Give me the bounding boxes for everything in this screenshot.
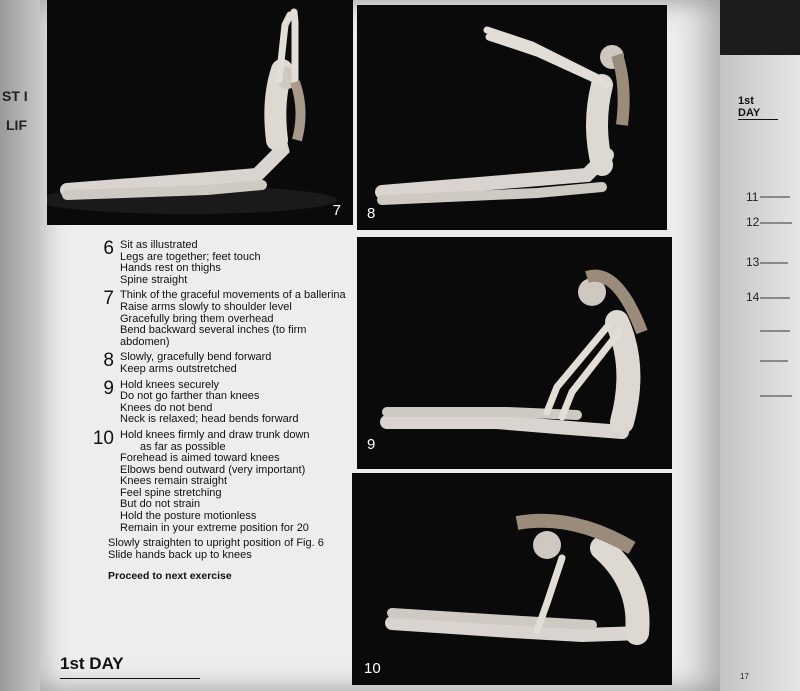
step-9 xyxy=(88,377,358,426)
figure-number: 8 xyxy=(367,205,376,222)
step-line: But do not strain xyxy=(120,498,201,511)
step-line: Spine straight xyxy=(120,273,188,286)
left-page-fragment: LIF xyxy=(6,117,27,133)
photo-figure-7 xyxy=(47,0,353,225)
step-line: Neck is relaxed; head bends forward xyxy=(120,413,299,426)
right-page-text-line xyxy=(760,196,790,198)
closing-instructions xyxy=(108,538,358,561)
step-number: 10 xyxy=(92,427,114,449)
step-line: Knees do not bend xyxy=(120,401,213,414)
step-line: Hold knees firmly and draw trunk down xyxy=(120,428,310,441)
step-10 xyxy=(88,427,358,534)
figure-number: 7 xyxy=(332,202,341,219)
step-line: Legs are together; feet touch xyxy=(120,250,261,263)
step-line: Gracefully bring them overhead xyxy=(120,312,274,325)
step-number: 9 xyxy=(103,377,114,399)
right-page-text-line xyxy=(760,360,788,362)
right-page-step-number: 11 xyxy=(746,190,759,204)
step-line: as far as possible xyxy=(140,440,226,453)
right-page-text-line xyxy=(760,262,788,264)
step-line: Raise arms slowly to shoulder level xyxy=(120,300,292,313)
right-page-title: 1st DAY xyxy=(738,95,778,120)
right-page-step-number: 12 xyxy=(746,215,760,229)
step-7 xyxy=(88,290,358,348)
step-line: Hold knees securely xyxy=(120,378,220,391)
left-page-fragment: ST I xyxy=(2,88,28,104)
figure-8-illustration xyxy=(357,5,667,230)
right-page-text-line xyxy=(760,330,790,332)
right-page-step-number: 14 xyxy=(746,290,760,304)
step-line: Elbows bend outward (very important) xyxy=(120,463,306,476)
step-line: Think of the graceful movements of a ballerina xyxy=(120,289,346,302)
step-line: Slowly, gracefully bend forward xyxy=(120,351,272,364)
right-page-text-line xyxy=(760,297,790,299)
step-number: 8 xyxy=(103,350,114,372)
proceed-note: Proceed to next exercise xyxy=(108,570,232,583)
step-number: 6 xyxy=(103,238,114,259)
photo-figure-8 xyxy=(357,5,667,230)
step-line: Hands rest on thighs xyxy=(120,262,221,275)
right-page-text-line xyxy=(760,222,792,224)
figure-10-illustration xyxy=(352,473,672,685)
instruction-text xyxy=(88,240,358,583)
step-line: Keep arms outstretched xyxy=(120,362,237,375)
step-number: 7 xyxy=(103,288,114,310)
closing-line: Slowly straighten to upright position of Fig. 6 xyxy=(108,537,324,550)
figure-number: 10 xyxy=(364,660,381,677)
photo-figure-10 xyxy=(352,473,672,685)
step-line: Remain in your extreme position for 20 xyxy=(120,521,309,534)
figure-7-illustration xyxy=(47,0,353,225)
page-number: 17 xyxy=(740,672,749,681)
step-line: Feel spine stretching xyxy=(120,486,222,499)
step-line: Sit as illustrated xyxy=(120,239,198,251)
closing-line: Slide hands back up to knees xyxy=(108,548,252,561)
right-page-text-line xyxy=(760,395,792,397)
step-line: Forehead is aimed toward knees xyxy=(120,452,280,465)
figure-number: 9 xyxy=(367,436,376,453)
step-line: Do not go farther than knees xyxy=(120,390,260,403)
step-6 xyxy=(88,240,358,286)
day-footer: 1st DAY xyxy=(60,654,200,679)
step-line: Knees remain straight xyxy=(120,475,227,488)
right-page-step-number: 13 xyxy=(746,255,760,269)
photo-figure-9 xyxy=(357,237,672,469)
step-line: Bend backward several inches (to firm abdomen) xyxy=(120,324,307,348)
figure-9-illustration xyxy=(357,237,672,469)
step-8 xyxy=(88,352,358,375)
step-line: Hold the posture motionless xyxy=(120,510,257,523)
